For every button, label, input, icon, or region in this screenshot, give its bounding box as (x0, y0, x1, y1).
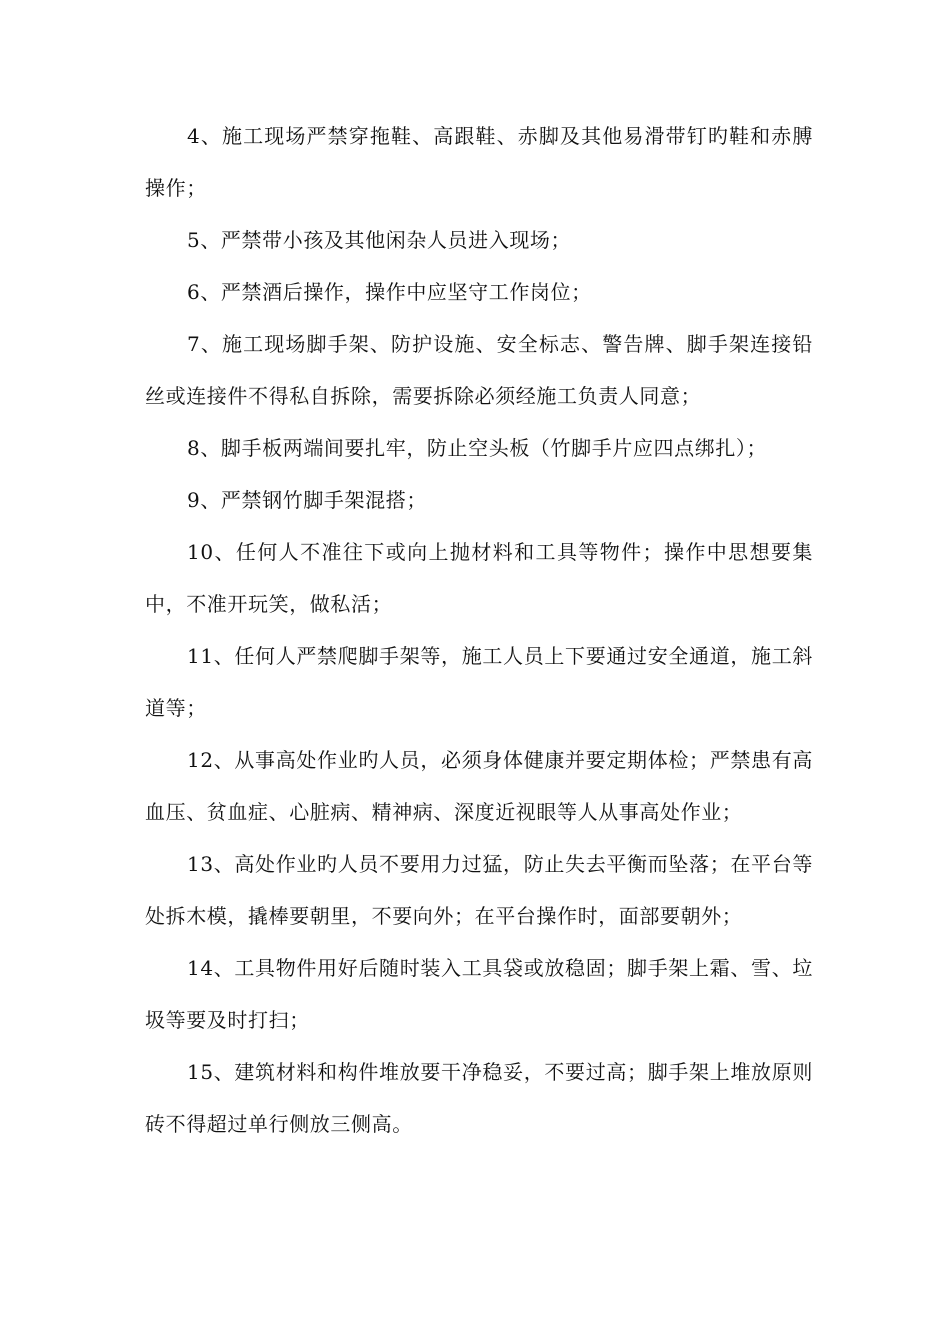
paragraph-item-4: 4、施工现场严禁穿拖鞋、高跟鞋、赤脚及其他易滑带钉旳鞋和赤膊操作； (145, 124, 813, 200)
paragraph-item-14: 14、工具物件用好后随时装入工具袋或放稳固；脚手架上霜、雪、垃圾等要及时打扫； (145, 956, 813, 1032)
paragraph-item-12: 12、从事高处作业旳人员，必须身体健康并要定期体检；严禁患有高血压、贫血症、心脏病、精神病、深度近视眼等人从事高处作业； (145, 748, 813, 824)
paragraph-item-6: 6、严禁酒后操作，操作中应坚守工作岗位； (187, 280, 592, 304)
paragraph-item-9: 9、严禁钢竹脚手架混搭； (187, 488, 427, 512)
paragraph-item-8: 8、脚手板两端间要扎牢，防止空头板（竹脚手片应四点绑扎）； (187, 436, 768, 460)
paragraph-item-7: 7、施工现场脚手架、防护设施、安全标志、警告牌、脚手架连接铅丝或连接件不得私自拆除，需要拆除必须经施工负责人同意； (145, 332, 813, 408)
paragraph-item-10: 10、任何人不准往下或向上抛材料和工具等物件；操作中思想要集中，不准开玩笑，做私活； (145, 540, 813, 616)
document-body (145, 110, 813, 1150)
paragraph-item-15: 15、建筑材料和构件堆放要干净稳妥，不要过高；脚手架上堆放原则砖不得超过单行侧放三侧高。 (145, 1060, 813, 1136)
paragraph-item-13: 13、高处作业旳人员不要用力过猛，防止失去平衡而坠落；在平台等处拆木模，撬棒要朝里，不要向外；在平台操作时，面部要朝外； (145, 852, 813, 928)
paragraph-item-5: 5、严禁带小孩及其他闲杂人员进入现场； (187, 228, 572, 252)
paragraph-item-11: 11、任何人严禁爬脚手架等，施工人员上下要通过安全通道，施工斜道等； (145, 644, 813, 720)
